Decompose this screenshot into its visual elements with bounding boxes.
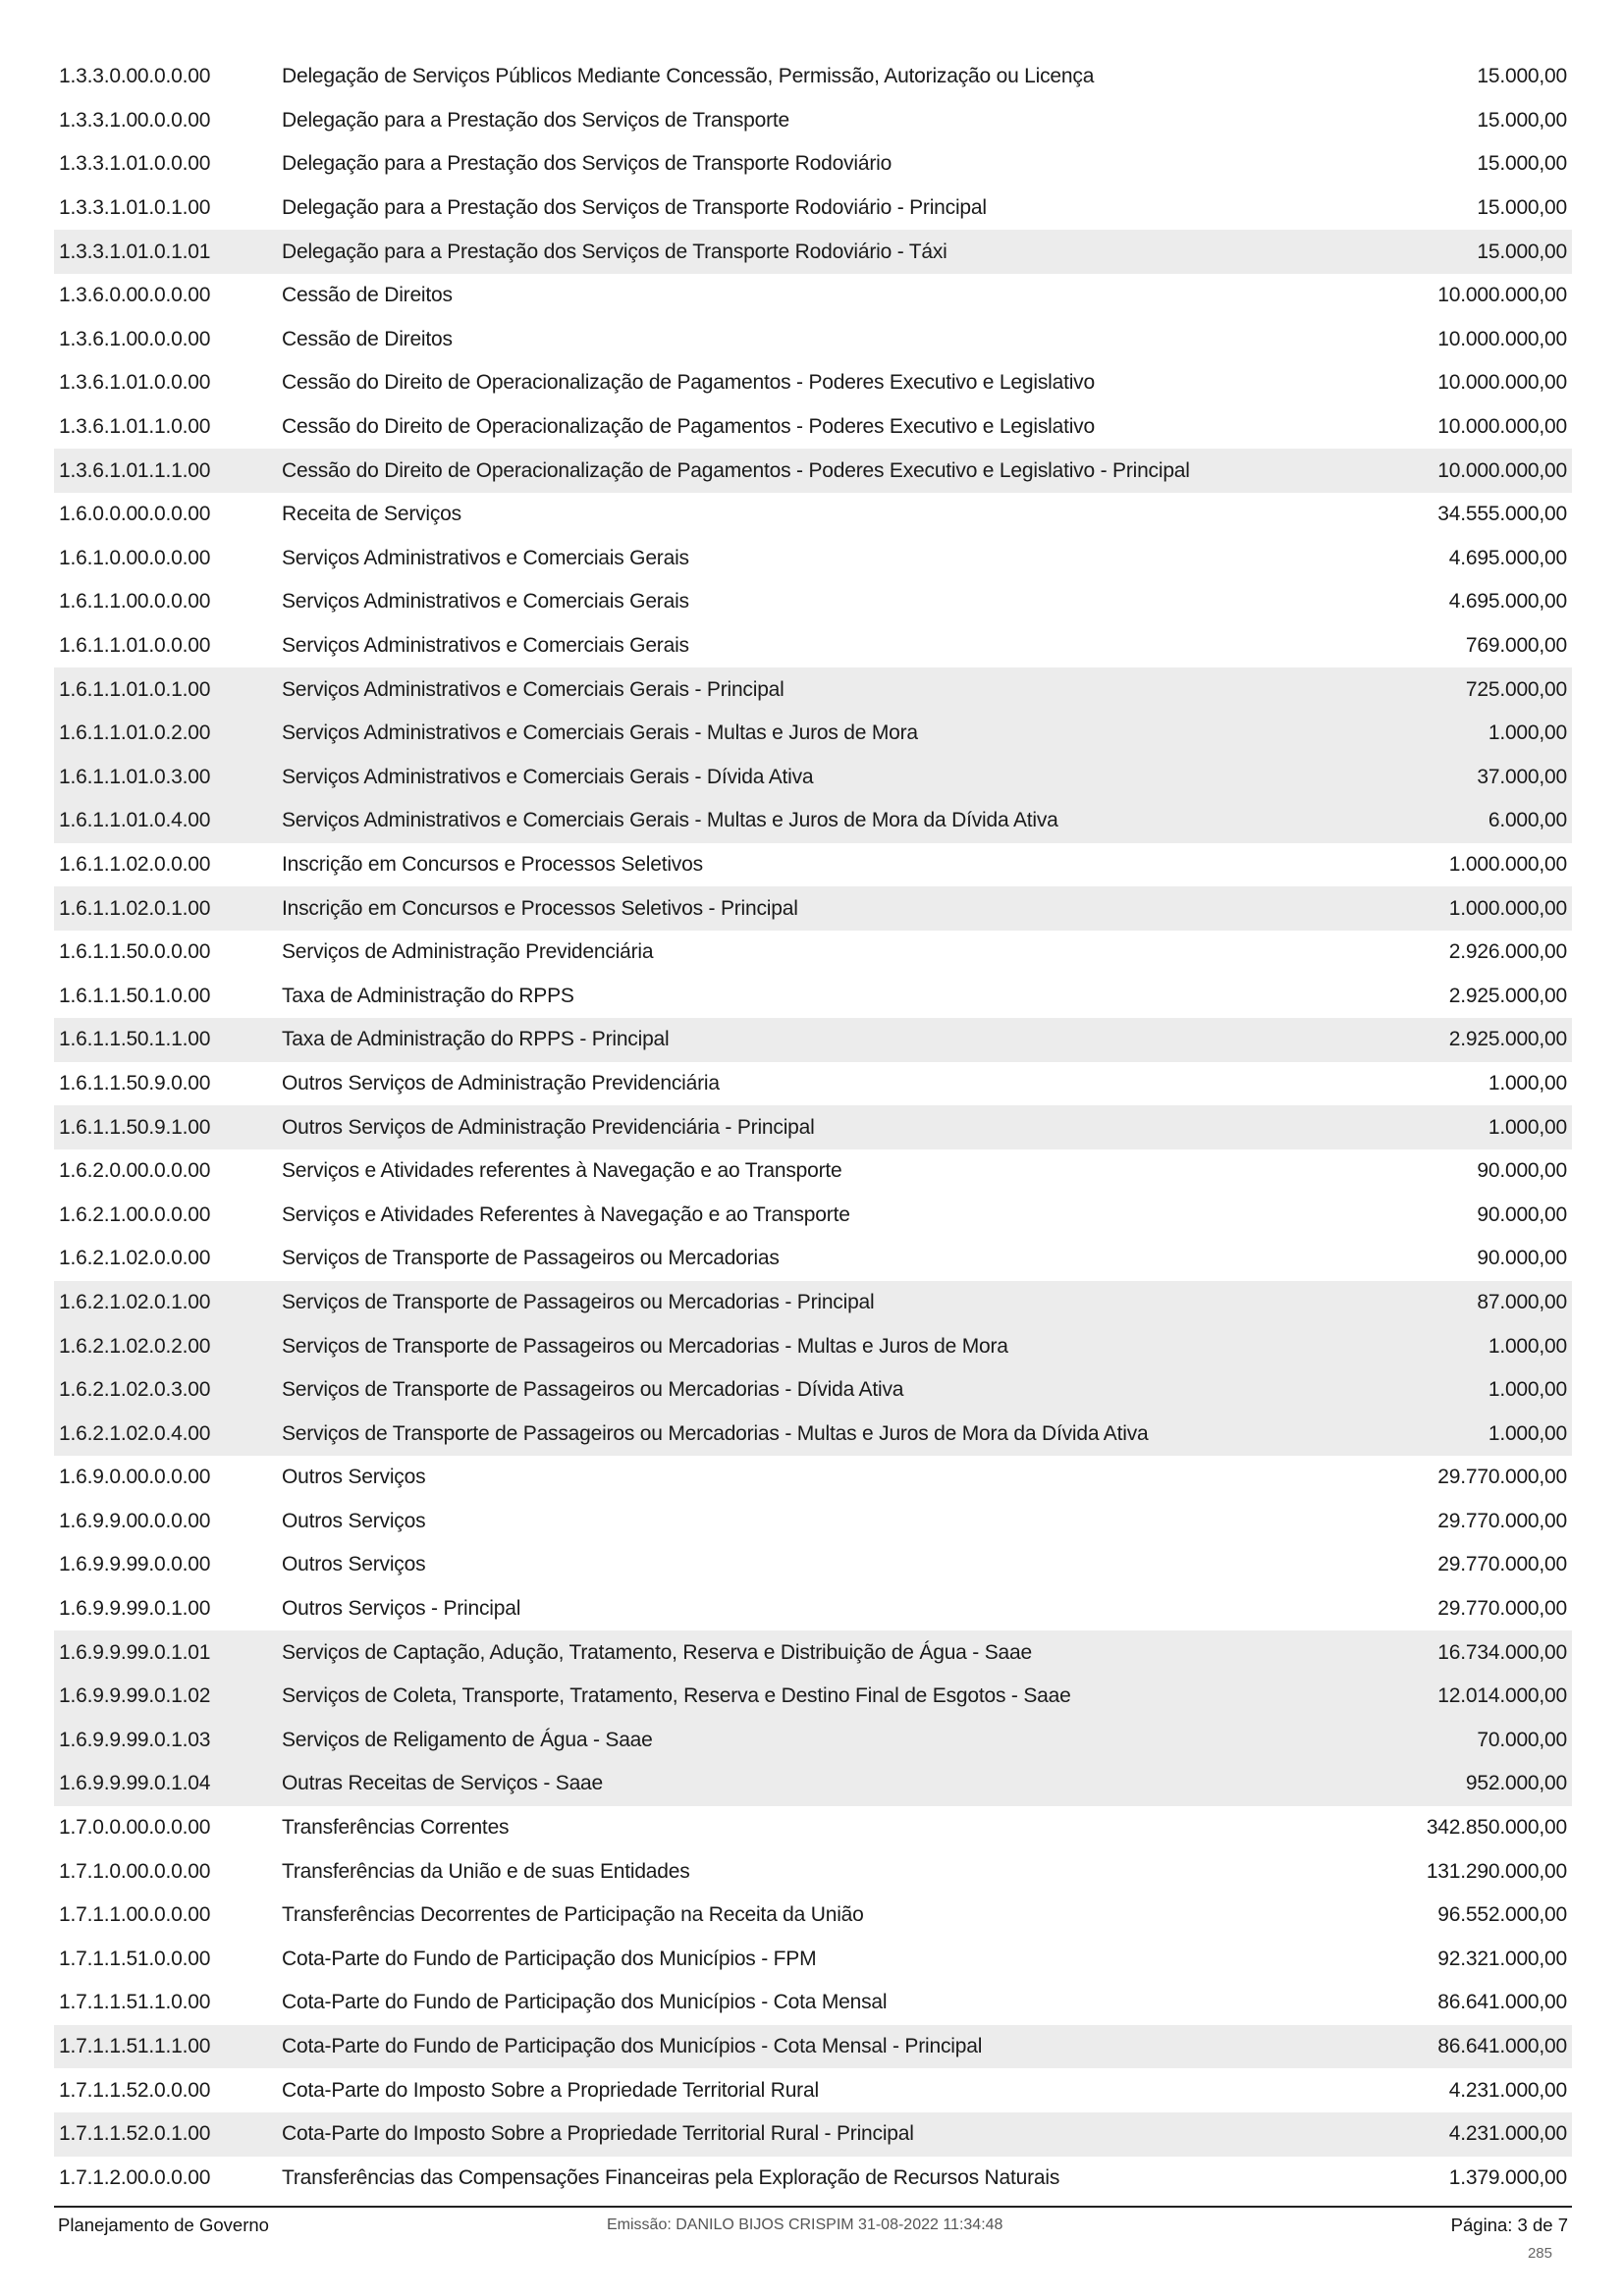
account-value: 86.641.000,00 (1437, 2035, 1567, 2058)
table-row (54, 187, 1572, 231)
table-row (54, 974, 1572, 1018)
account-value: 2.925.000,00 (1448, 984, 1567, 1007)
footer-page-indicator: Página: 3 de 7 (1450, 2215, 1568, 2235)
table-row (54, 1456, 1572, 1500)
account-description: Taxa de Administração do RPPS - Principal (282, 1028, 670, 1051)
account-description: Serviços Administrativos e Comerciais Gerais (282, 590, 689, 614)
account-code: 1.3.6.1.01.0.0.00 (59, 371, 211, 395)
account-value: 4.231.000,00 (1448, 2078, 1567, 2102)
table-row (54, 1324, 1572, 1368)
table-row (54, 756, 1572, 800)
account-code: 1.6.1.1.01.0.3.00 (59, 765, 211, 788)
account-description: Serviços Administrativos e Comerciais Gerais (282, 634, 689, 658)
account-value: 12.014.000,00 (1437, 1684, 1567, 1708)
account-value: 86.641.000,00 (1437, 1991, 1567, 2014)
account-value: 131.290.000,00 (1426, 1859, 1567, 1883)
table-row (54, 1849, 1572, 1894)
table-row (54, 1149, 1572, 1194)
account-value: 29.770.000,00 (1437, 1509, 1567, 1532)
table-row (54, 2025, 1572, 2069)
account-description: Serviços de Transporte de Passageiros ou Mercadorias - Multas e Juros de Mora (282, 1334, 1008, 1358)
table-row (54, 405, 1572, 450)
account-description: Outras Receitas de Serviços - Saae (282, 1772, 604, 1795)
table-row (54, 1105, 1572, 1149)
account-value: 15.000,00 (1477, 240, 1567, 263)
account-description: Delegação para a Prestação dos Serviços de Transporte Rodoviário - Principal (282, 196, 987, 220)
account-code: 1.3.3.1.00.0.0.00 (59, 108, 211, 132)
account-value: 15.000,00 (1477, 65, 1567, 88)
account-code: 1.6.1.1.01.0.2.00 (59, 721, 211, 745)
table-row (54, 449, 1572, 493)
account-value: 6.000,00 (1488, 809, 1567, 832)
account-description: Delegação para a Prestação dos Serviços de Transporte (282, 108, 790, 132)
account-code: 1.6.1.0.00.0.0.00 (59, 546, 211, 569)
table-row (54, 667, 1572, 712)
table-row (54, 1762, 1572, 1806)
account-value: 1.000,00 (1488, 721, 1567, 745)
account-code: 1.3.3.0.00.0.0.00 (59, 65, 211, 88)
account-description: Serviços de Coleta, Transporte, Tratamento, Reserva e Destino Final de Esgotos - Saae (282, 1684, 1071, 1708)
account-value: 34.555.000,00 (1437, 503, 1567, 526)
account-code: 1.6.9.0.00.0.0.00 (59, 1466, 211, 1489)
account-value: 10.000.000,00 (1437, 371, 1567, 395)
account-code: 1.6.2.1.02.0.2.00 (59, 1334, 211, 1358)
account-code: 1.6.9.9.99.0.1.04 (59, 1772, 211, 1795)
account-value: 15.000,00 (1477, 152, 1567, 176)
table-row (54, 142, 1572, 187)
account-description: Delegação de Serviços Públicos Mediante Concessão, Permissão, Autorização ou Licença (282, 65, 1095, 88)
account-value: 87.000,00 (1477, 1290, 1567, 1313)
account-value: 16.734.000,00 (1437, 1640, 1567, 1664)
table-row (54, 1062, 1572, 1106)
account-value: 15.000,00 (1477, 196, 1567, 220)
table-row (54, 55, 1572, 99)
account-code: 1.6.1.1.50.9.1.00 (59, 1115, 211, 1139)
account-code: 1.7.1.1.52.0.0.00 (59, 2078, 211, 2102)
account-description: Cota-Parte do Fundo de Participação dos Municípios - Cota Mensal - Principal (282, 2035, 983, 2058)
account-description: Transferências Decorrentes de Participação na Receita da União (282, 1903, 864, 1927)
account-description: Serviços de Transporte de Passageiros ou Mercadorias - Principal (282, 1290, 875, 1313)
account-code: 1.7.1.0.00.0.0.00 (59, 1859, 211, 1883)
account-code: 1.3.3.1.01.0.0.00 (59, 152, 211, 176)
table-row (54, 2112, 1572, 2157)
table-row (54, 1368, 1572, 1413)
account-code: 1.6.1.1.00.0.0.00 (59, 590, 211, 614)
account-code: 1.6.1.1.50.0.0.00 (59, 940, 211, 964)
account-description: Outros Serviços (282, 1553, 426, 1576)
account-code: 1.6.2.1.02.0.1.00 (59, 1290, 211, 1313)
account-description: Cota-Parte do Imposto Sobre a Propriedade Territorial Rural - Principal (282, 2122, 914, 2146)
table-row (54, 1894, 1572, 1938)
table-row (54, 318, 1572, 362)
account-description: Delegação para a Prestação dos Serviços de Transporte Rodoviário - Táxi (282, 240, 947, 263)
account-description: Transferências das Compensações Financeiras pela Exploração de Recursos Naturais (282, 2165, 1060, 2189)
revenue-table (54, 55, 1572, 2200)
account-value: 1.000,00 (1488, 1421, 1567, 1445)
account-value: 90.000,00 (1477, 1247, 1567, 1270)
account-description: Serviços e Atividades referentes à Navegação e ao Transporte (282, 1159, 842, 1183)
account-value: 90.000,00 (1477, 1202, 1567, 1226)
table-row (54, 1719, 1572, 1763)
account-value: 37.000,00 (1477, 765, 1567, 788)
table-row (54, 1981, 1572, 2025)
account-description: Cessão de Direitos (282, 284, 453, 307)
account-description: Serviços de Administração Previdenciária (282, 940, 654, 964)
account-value: 725.000,00 (1465, 677, 1567, 701)
account-value: 4.695.000,00 (1448, 546, 1567, 569)
account-description: Serviços Administrativos e Comerciais Gerais (282, 546, 689, 569)
table-row (54, 799, 1572, 843)
account-code: 1.6.9.9.99.0.1.00 (59, 1597, 211, 1621)
account-code: 1.6.1.1.01.0.0.00 (59, 634, 211, 658)
table-row (54, 274, 1572, 318)
account-code: 1.7.1.1.51.0.0.00 (59, 1947, 211, 1970)
table-row (54, 843, 1572, 887)
account-code: 1.7.1.1.51.1.1.00 (59, 2035, 211, 2058)
account-value: 4.231.000,00 (1448, 2122, 1567, 2146)
account-code: 1.6.9.9.99.0.1.02 (59, 1684, 211, 1708)
account-description: Delegação para a Prestação dos Serviços de Transporte Rodoviário (282, 152, 893, 176)
account-description: Inscrição em Concursos e Processos Seletivos (282, 852, 703, 876)
table-row (54, 1500, 1572, 1544)
account-description: Serviços de Religamento de Água - Saae (282, 1728, 653, 1751)
table-row (54, 1806, 1572, 1850)
account-description: Serviços de Transporte de Passageiros ou Mercadorias - Dívida Ativa (282, 1378, 904, 1402)
account-description: Cota-Parte do Imposto Sobre a Propriedade Territorial Rural (282, 2078, 819, 2102)
account-description: Taxa de Administração do RPPS (282, 984, 574, 1007)
account-description: Outros Serviços - Principal (282, 1597, 521, 1621)
account-code: 1.7.1.1.51.1.0.00 (59, 1991, 211, 2014)
account-description: Cessão do Direito de Operacionalização de Pagamentos - Poderes Executivo e Legislativo (282, 415, 1095, 439)
account-code: 1.3.6.0.00.0.0.00 (59, 284, 211, 307)
account-code: 1.6.9.9.00.0.0.00 (59, 1509, 211, 1532)
account-description: Receita de Serviços (282, 503, 461, 526)
account-description: Transferências da União e de suas Entidades (282, 1859, 690, 1883)
account-value: 15.000,00 (1477, 108, 1567, 132)
account-code: 1.6.9.9.99.0.1.03 (59, 1728, 211, 1751)
table-row (54, 1412, 1572, 1456)
account-value: 1.000,00 (1488, 1071, 1567, 1095)
account-code: 1.3.6.1.01.1.1.00 (59, 458, 211, 482)
table-row (54, 624, 1572, 668)
account-code: 1.6.9.9.99.0.1.01 (59, 1640, 211, 1664)
account-value: 10.000.000,00 (1437, 415, 1567, 439)
account-description: Serviços de Transporte de Passageiros ou Mercadorias (282, 1247, 780, 1270)
account-code: 1.6.1.1.01.0.4.00 (59, 809, 211, 832)
account-value: 10.000.000,00 (1437, 284, 1567, 307)
account-code: 1.3.3.1.01.0.1.00 (59, 196, 211, 220)
account-value: 342.850.000,00 (1426, 1816, 1567, 1840)
table-row (54, 537, 1572, 581)
account-code: 1.6.2.0.00.0.0.00 (59, 1159, 211, 1183)
footer-divider (54, 2206, 1572, 2208)
account-code: 1.7.1.1.00.0.0.00 (59, 1903, 211, 1927)
table-row (54, 493, 1572, 537)
account-code: 1.6.1.1.50.9.0.00 (59, 1071, 211, 1095)
table-row (54, 2068, 1572, 2112)
account-value: 29.770.000,00 (1437, 1466, 1567, 1489)
account-value: 769.000,00 (1465, 634, 1567, 658)
table-row (54, 1543, 1572, 1587)
account-description: Outros Serviços de Administração Previdenciária (282, 1071, 720, 1095)
table-row (54, 2157, 1572, 2201)
account-code: 1.6.1.1.50.1.0.00 (59, 984, 211, 1007)
table-row (54, 1587, 1572, 1631)
account-description: Serviços Administrativos e Comerciais Gerais - Dívida Ativa (282, 765, 814, 788)
account-description: Cota-Parte do Fundo de Participação dos Municípios - Cota Mensal (282, 1991, 888, 2014)
table-row (54, 1193, 1572, 1237)
table-row (54, 361, 1572, 405)
table-row (54, 931, 1572, 975)
account-value: 70.000,00 (1477, 1728, 1567, 1751)
account-code: 1.6.1.1.02.0.0.00 (59, 852, 211, 876)
table-row (54, 712, 1572, 756)
account-code: 1.6.2.1.02.0.3.00 (59, 1378, 211, 1402)
account-description: Outros Serviços (282, 1466, 426, 1489)
account-code: 1.3.3.1.01.0.1.01 (59, 240, 211, 263)
account-code: 1.7.1.1.52.0.1.00 (59, 2122, 211, 2146)
account-description: Serviços Administrativos e Comerciais Gerais - Principal (282, 677, 784, 701)
account-value: 92.321.000,00 (1437, 1947, 1567, 1970)
table-row (54, 1018, 1572, 1062)
account-value: 952.000,00 (1465, 1772, 1567, 1795)
account-value: 1.379.000,00 (1448, 2165, 1567, 2189)
table-row (54, 1237, 1572, 1281)
account-value: 1.000,00 (1488, 1334, 1567, 1358)
account-code: 1.6.0.0.00.0.0.00 (59, 503, 211, 526)
table-row (54, 886, 1572, 931)
account-code: 1.6.2.1.02.0.0.00 (59, 1247, 211, 1270)
account-code: 1.3.6.1.01.1.0.00 (59, 415, 211, 439)
footer-department: Planejamento de Governo (58, 2215, 269, 2235)
table-row (54, 580, 1572, 624)
account-description: Cessão de Direitos (282, 327, 453, 350)
account-description: Cessão do Direito de Operacionalização de Pagamentos - Poderes Executivo e Legislativo - Principal (282, 458, 1190, 482)
account-description: Serviços de Captação, Adução, Tratamento, Reserva e Distribuição de Água - Saae (282, 1640, 1032, 1664)
account-value: 4.695.000,00 (1448, 590, 1567, 614)
account-value: 29.770.000,00 (1437, 1597, 1567, 1621)
table-row (54, 1938, 1572, 1982)
account-description: Cota-Parte do Fundo de Participação dos Municípios - FPM (282, 1947, 817, 1970)
account-description: Transferências Correntes (282, 1816, 510, 1840)
account-description: Cessão do Direito de Operacionalização de Pagamentos - Poderes Executivo e Legislativo (282, 371, 1095, 395)
table-row (54, 1675, 1572, 1719)
account-value: 10.000.000,00 (1437, 458, 1567, 482)
account-code: 1.7.1.2.00.0.0.00 (59, 2165, 211, 2189)
account-code: 1.6.9.9.99.0.0.00 (59, 1553, 211, 1576)
account-value: 2.926.000,00 (1448, 940, 1567, 964)
account-code: 1.6.2.1.02.0.4.00 (59, 1421, 211, 1445)
account-value: 96.552.000,00 (1437, 1903, 1567, 1927)
table-row (54, 1281, 1572, 1325)
account-value: 1.000,00 (1488, 1115, 1567, 1139)
account-value: 29.770.000,00 (1437, 1553, 1567, 1576)
account-description: Serviços de Transporte de Passageiros ou Mercadorias - Multas e Juros de Mora da Dívida Ativa (282, 1421, 1149, 1445)
account-description: Serviços e Atividades Referentes à Navegação e ao Transporte (282, 1202, 850, 1226)
account-value: 10.000.000,00 (1437, 327, 1567, 350)
footer-emission: Emissão: DANILO BIJOS CRISPIM 31-08-2022 11:34:48 (607, 2216, 1003, 2233)
account-description: Outros Serviços de Administração Previdenciária - Principal (282, 1115, 815, 1139)
footer-sheet-number: 285 (1527, 2245, 1552, 2262)
table-row (54, 1630, 1572, 1675)
account-code: 1.6.2.1.00.0.0.00 (59, 1202, 211, 1226)
account-description: Serviços Administrativos e Comerciais Gerais - Multas e Juros de Mora (282, 721, 918, 745)
account-description: Serviços Administrativos e Comerciais Gerais - Multas e Juros de Mora da Dívida Ativa (282, 809, 1058, 832)
account-value: 1.000.000,00 (1448, 896, 1567, 920)
account-value: 1.000,00 (1488, 1378, 1567, 1402)
account-description: Outros Serviços (282, 1509, 426, 1532)
account-code: 1.6.1.1.01.0.1.00 (59, 677, 211, 701)
account-description: Inscrição em Concursos e Processos Seletivos - Principal (282, 896, 798, 920)
account-code: 1.6.1.1.02.0.1.00 (59, 896, 211, 920)
account-value: 90.000,00 (1477, 1159, 1567, 1183)
account-code: 1.6.1.1.50.1.1.00 (59, 1028, 211, 1051)
account-code: 1.7.0.0.00.0.0.00 (59, 1816, 211, 1840)
table-row (54, 99, 1572, 143)
account-value: 1.000.000,00 (1448, 852, 1567, 876)
account-value: 2.925.000,00 (1448, 1028, 1567, 1051)
table-row (54, 230, 1572, 274)
account-code: 1.3.6.1.00.0.0.00 (59, 327, 211, 350)
